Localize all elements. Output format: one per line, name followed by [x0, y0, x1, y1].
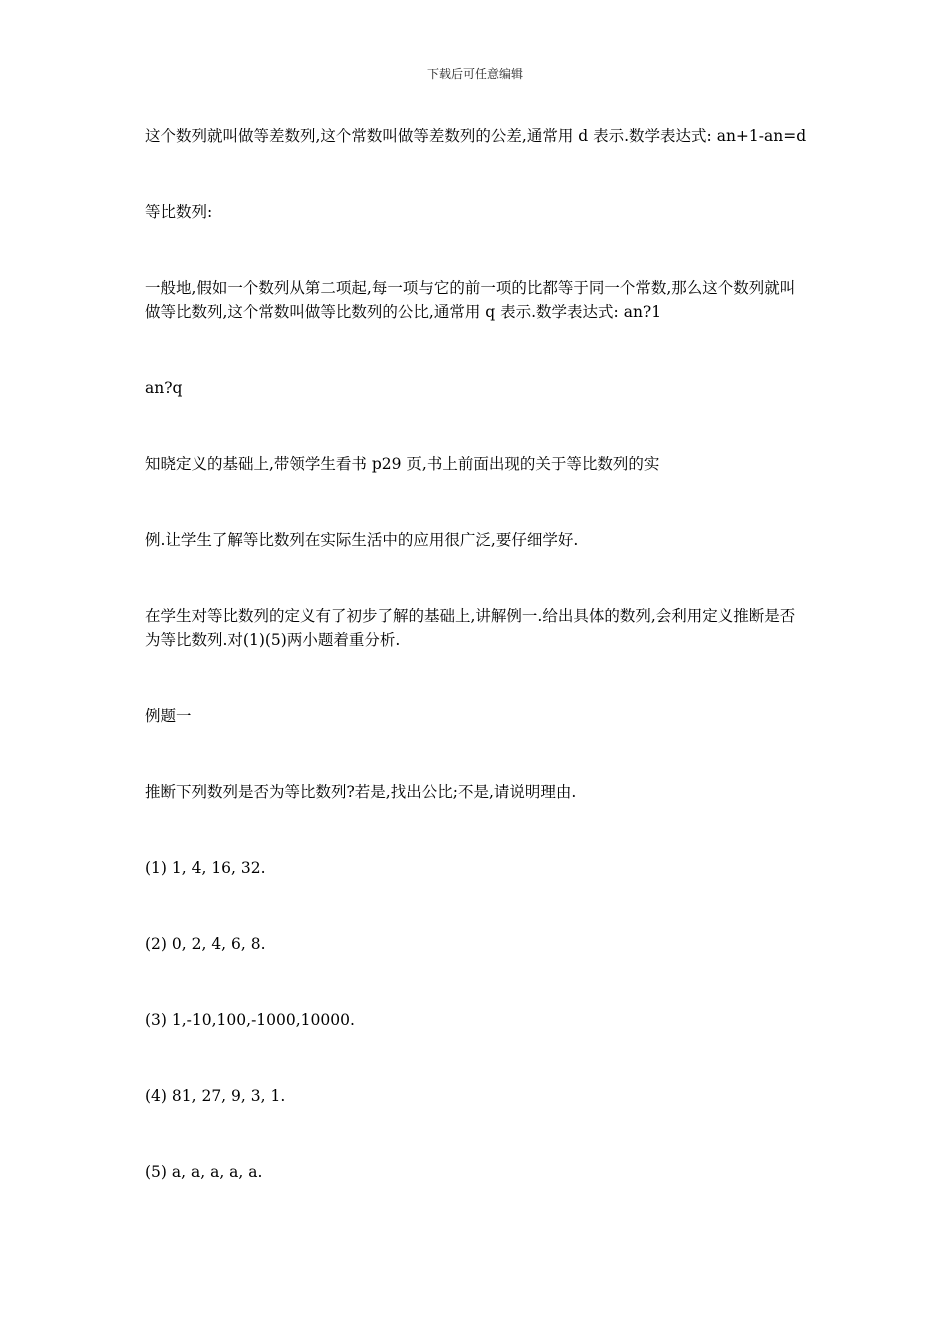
list-item: (2) 0, 2, 4, 6, 8. [145, 935, 266, 953]
heading-geometric-sequence: 等比数列: [145, 203, 213, 221]
list-item: (4) 81, 27, 9, 3, 1. [145, 1087, 286, 1105]
paragraph-question: 推断下列数列是否为等比数列?若是,找出公比;不是,请说明理由. [145, 783, 577, 801]
paragraph-textbook-reference: 知晓定义的基础上,带领学生看书 p29 页,书上前面出现的关于等比数列的实 [145, 455, 660, 473]
page-header: 下载后可任意编辑 [426, 67, 523, 81]
list-item: (5) a, a, a, a, a. [145, 1163, 263, 1181]
paragraph-formula-continuation: an?q [145, 379, 183, 397]
paragraph-geometric-definition: 一般地,假如一个数列从第二项起,每一项与它的前一项的比都等于同一个常数,那么这个数列就叫做等比数列,这个常数叫做等比数列的公比,通常用 q 表示.数学表达式: an?1 [145, 279, 796, 321]
heading-example-one: 例题一 [145, 707, 192, 725]
list-item: (3) 1,-10,100,-1000,10000. [145, 1011, 355, 1029]
paragraph-example-intro: 在学生对等比数列的定义有了初步了解的基础上,讲解例一.给出具体的数列,会利用定义推断是否为等比数列.对(1)(5)两小题着重分析. [145, 607, 796, 649]
list-item: (1) 1, 4, 16, 32. [145, 859, 266, 877]
document-body [145, 124, 810, 1184]
paragraph-arithmetic-definition: 这个数列就叫做等差数列,这个常数叫做等差数列的公差,通常用 d 表示.数学表达式: an+1-an=d [145, 127, 807, 145]
paragraph-real-life-application: 例.让学生了解等比数列在实际生活中的应用很广泛,要仔细学好. [145, 531, 579, 549]
